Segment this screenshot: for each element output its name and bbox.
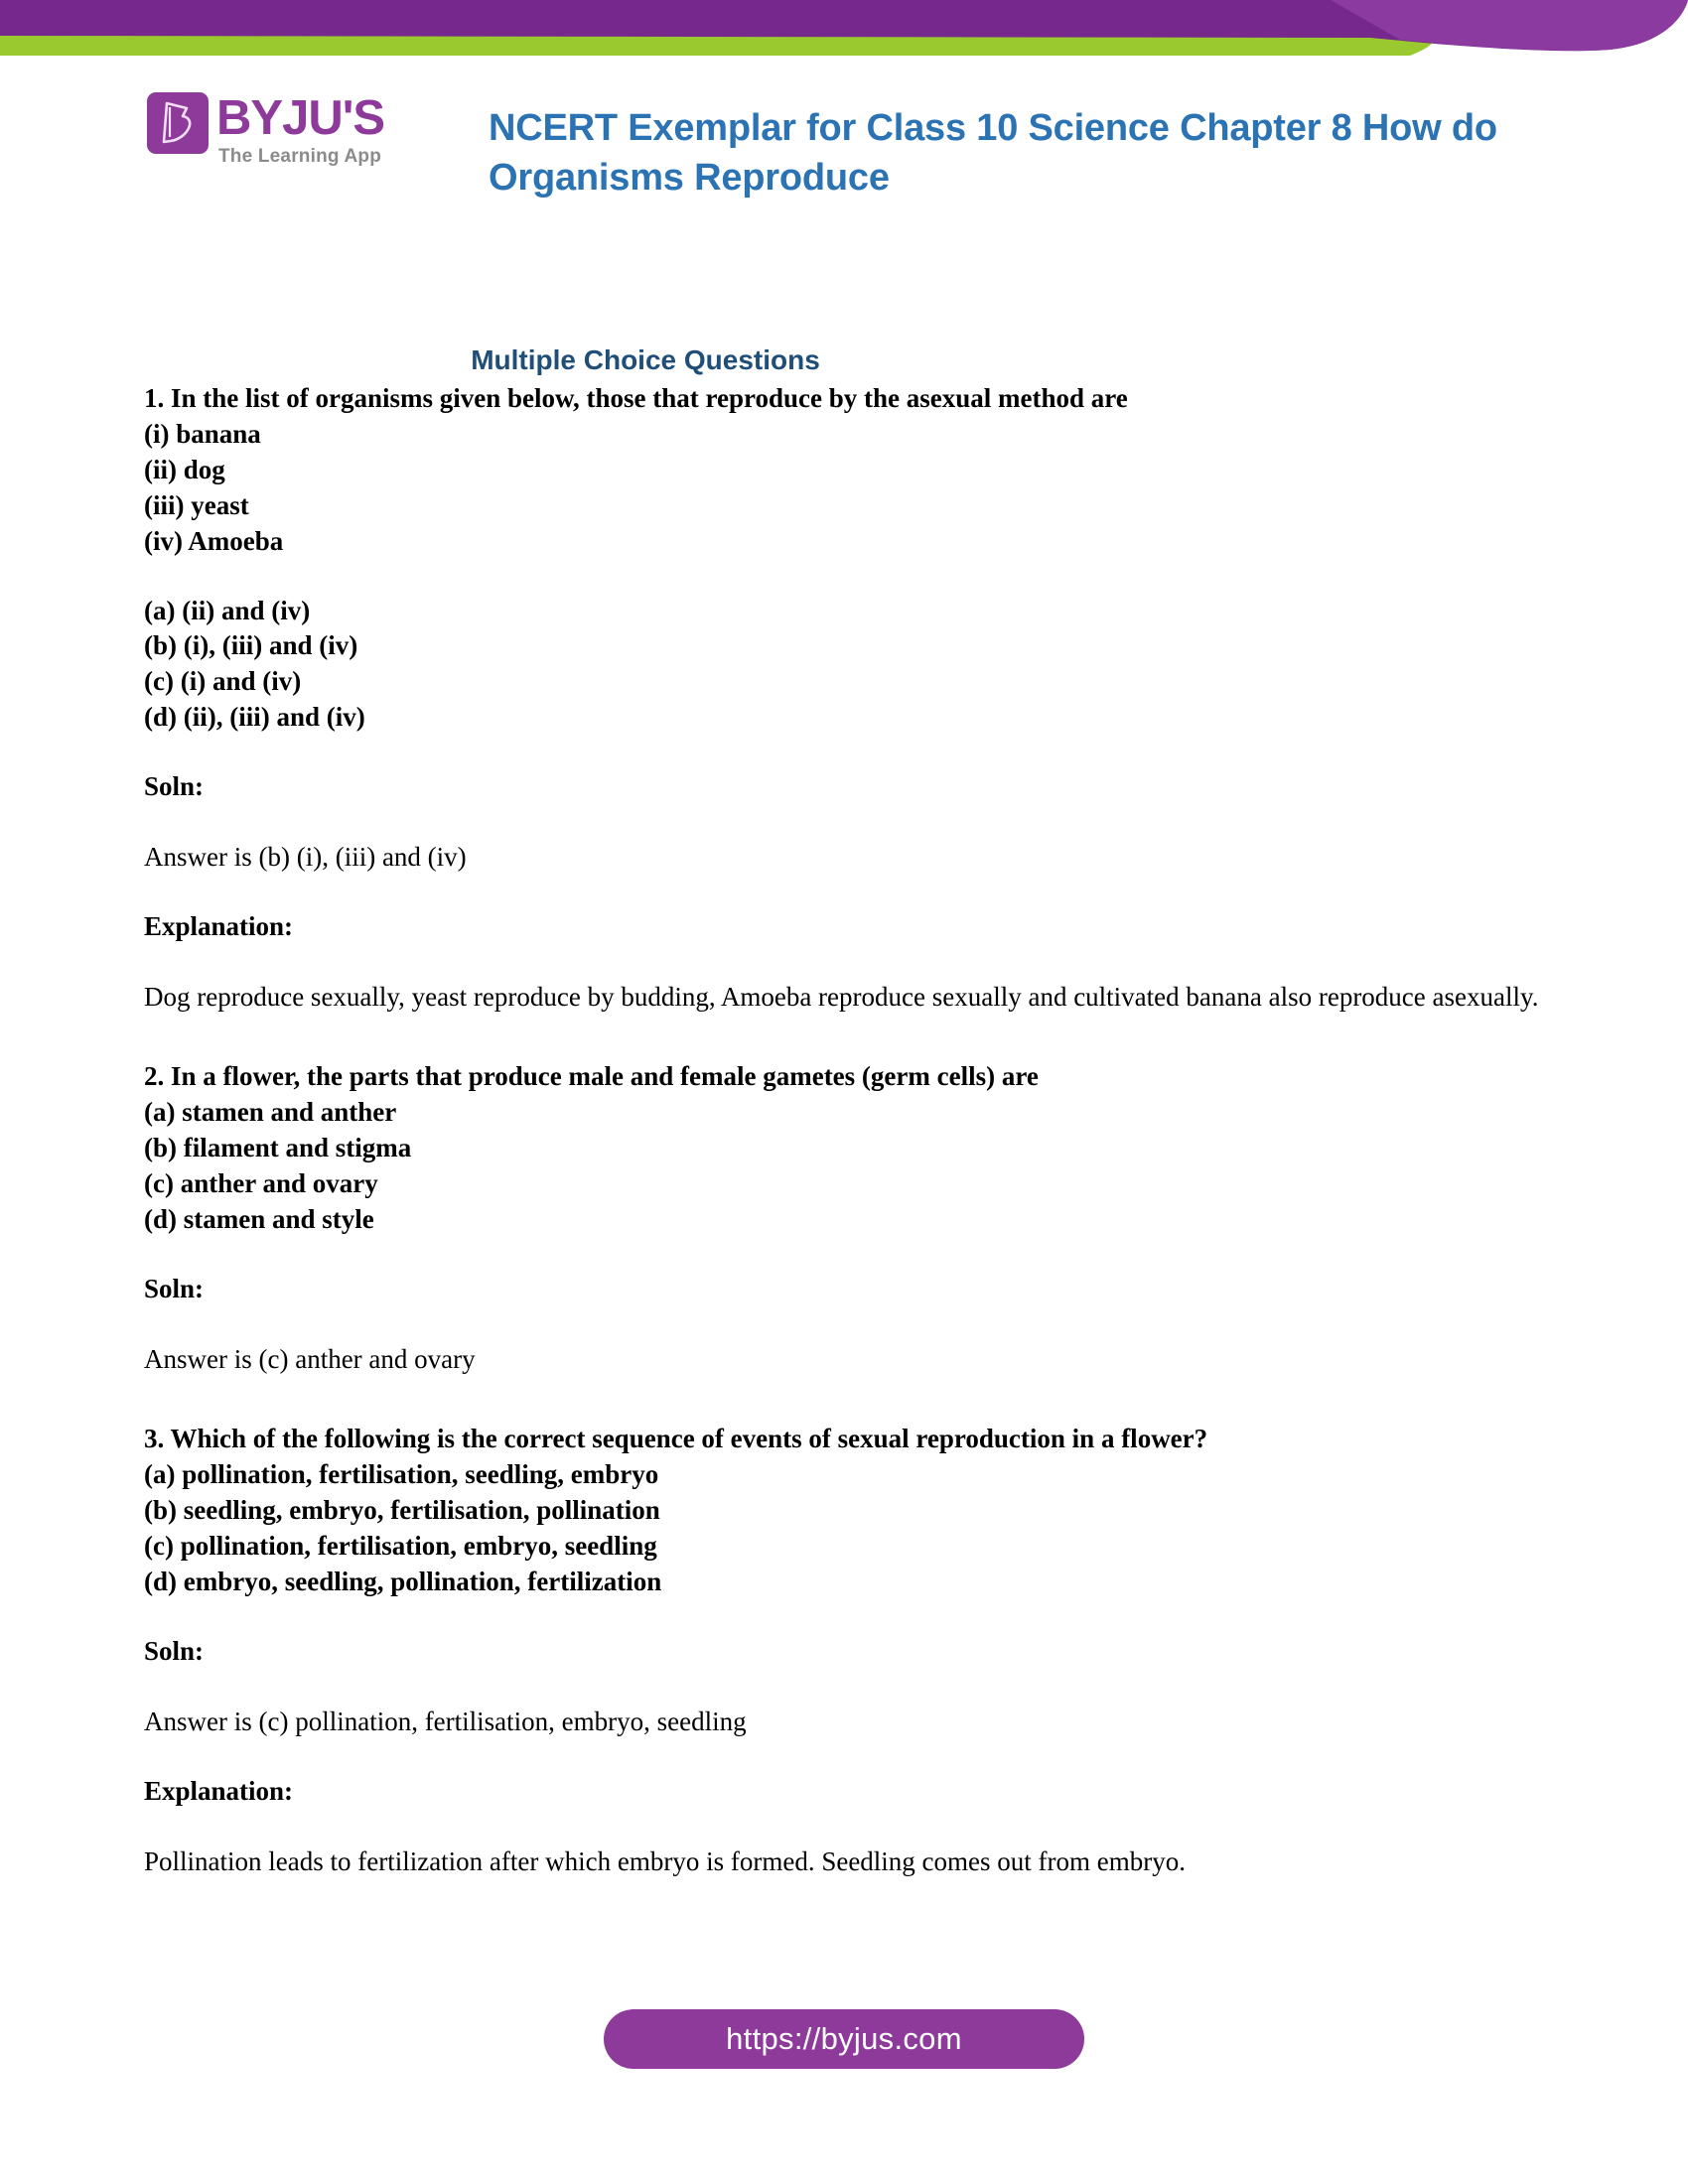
footer-url-button[interactable] [604,2009,1084,2069]
option-b: (b) seedling, embryo, fertilisation, pollination [144,1494,660,1525]
question-block-1 [144,381,1554,1016]
question-item: (ii) dog [144,454,225,484]
spacer [144,876,1554,909]
option-c: (c) pollination, fertilisation, embryo, seedling [144,1530,657,1561]
option-c: (c) anther and ovary [144,1168,378,1199]
option-d: (d) embryo, seedling, pollination, fertilization [144,1566,662,1596]
spacer [144,1016,1554,1059]
spacer [144,736,1554,769]
solution-label: Soln: [144,771,205,802]
explanation-label: Explanation: [144,1775,294,1806]
option-a: (a) stamen and anther [144,1097,397,1128]
byjus-tagline: The Learning App [218,146,381,167]
section-heading: Multiple Choice Questions [471,344,820,375]
spacer [144,1670,1554,1704]
answer-text: Answer is (c) pollination, fertilisation, embryo, seedling [144,1706,747,1736]
document-body [144,342,1554,1880]
byjus-wordmark: BYJU'S [216,91,385,145]
spacer [144,560,1554,594]
spacer [144,805,1554,839]
question-stem: 3. Which of the following is the correct sequence of events of sexual reproduction in a flower? [144,1424,1208,1454]
option-c: (c) (i) and (iv) [144,666,302,697]
spacer [144,945,1554,979]
spacer [144,1600,1554,1634]
question-block-2 [144,1059,1554,1378]
question-stem: 1. In the list of organisms given below, those that reproduce by the asexual method are [144,383,1128,413]
explanation-text: Dog reproduce sexually, yeast reproduce by budding, Amoeba reproduce sexually and cultivated banana also reproduce asexually. [144,982,1539,1013]
option-a: (a) (ii) and (iv) [144,595,311,625]
spacer [144,1740,1554,1774]
explanation-label: Explanation: [144,911,294,942]
answer-text: Answer is (c) anther and ovary [144,1343,476,1374]
question-block-3 [144,1422,1554,1880]
header-banner [0,0,1688,79]
spacer [144,1238,1554,1272]
solution-label: Soln: [144,1635,205,1666]
option-a: (a) pollination, fertilisation, seedling, embryo [144,1459,659,1490]
spacer [144,1307,1554,1341]
option-b: (b) filament and stigma [144,1133,412,1163]
question-item: (i) banana [144,418,261,449]
byjus-b-mark-icon [147,92,209,154]
footer-url-label: https://byjus.com [726,2021,962,2056]
question-item: (iv) Amoeba [144,525,284,556]
question-stem: 2. In a flower, the parts that produce male and female gametes (germ cells) are [144,1061,1039,1092]
option-d: (d) (ii), (iii) and (iv) [144,702,365,733]
option-d: (d) stamen and style [144,1204,374,1235]
question-item: (iii) yeast [144,489,249,520]
page-title: NCERT Exemplar for Class 10 Science Chapter 8 How do Organisms Reproduce [489,107,1497,200]
solution-label: Soln: [144,1274,205,1303]
explanation-text: Pollination leads to fertilization after which embryo is formed. Seedling comes out from embryo. [144,1845,1186,1876]
byjus-logo[interactable] [147,92,445,177]
answer-text: Answer is (b) (i), (iii) and (iv) [144,842,467,873]
spacer [144,1810,1554,1843]
option-b: (b) (i), (iii) and (iv) [144,630,358,661]
spacer [144,1378,1554,1422]
